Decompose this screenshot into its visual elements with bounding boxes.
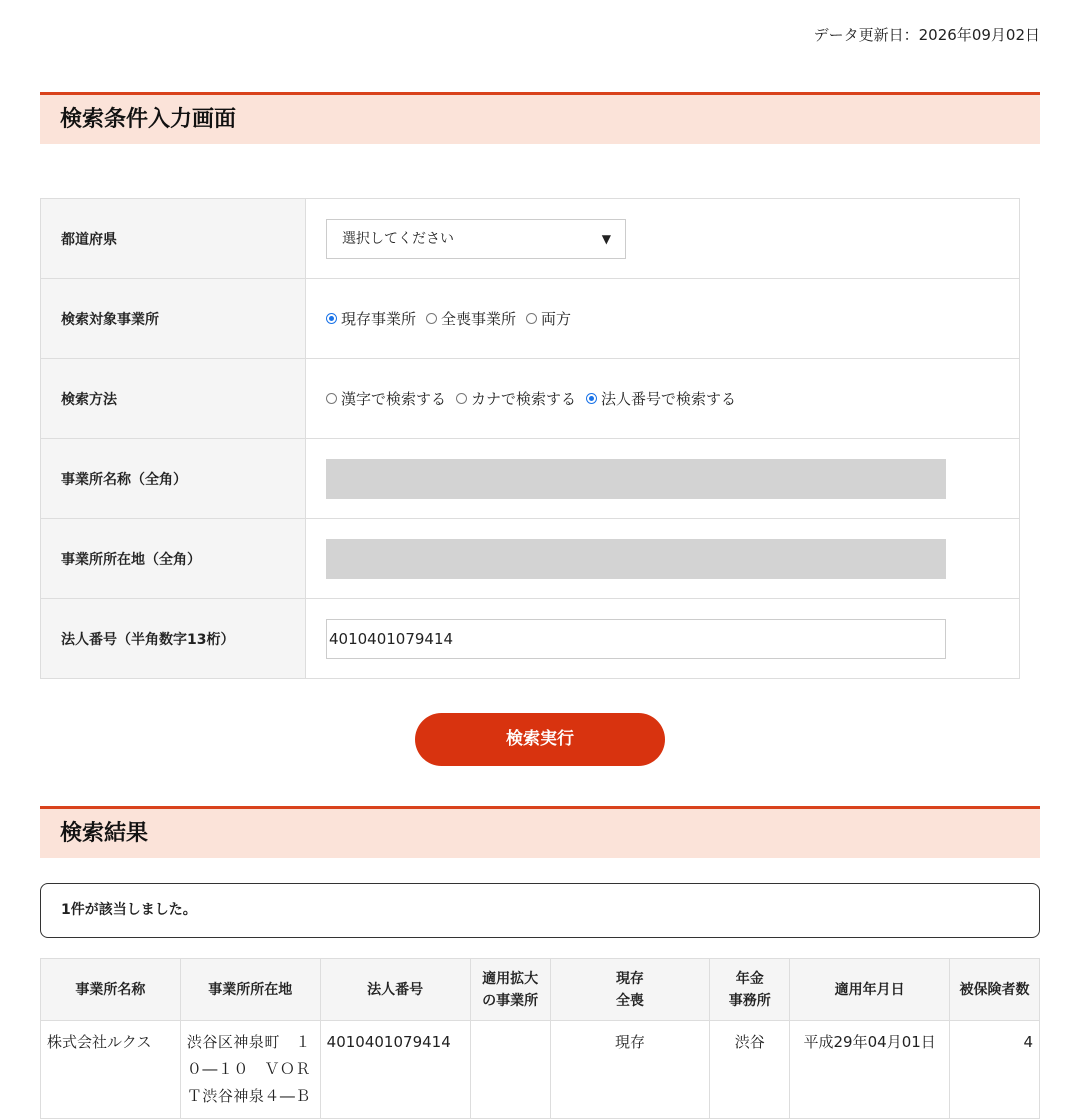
data-update-date: データ更新日：2026年09月02日 <box>813 26 1040 44</box>
radio-icon[interactable] <box>426 313 437 324</box>
radio-icon[interactable] <box>456 393 467 404</box>
search-section-title: 検索条件入力画面 <box>60 107 237 132</box>
col-header-expansion: 適用拡大 の事業所 <box>470 959 550 1021</box>
target-radio-group <box>326 308 1019 329</box>
result-section-title: 検索結果 <box>60 821 149 846</box>
corp-number-label: 法人番号（半角数字13桁） <box>41 599 306 679</box>
search-section-header <box>40 92 1040 144</box>
radio-icon[interactable] <box>326 393 337 404</box>
col-header-pension-office: 年金 事務所 <box>710 959 790 1021</box>
method-radio-corp-number[interactable]: 法人番号で検索する <box>586 388 736 409</box>
corp-number-input[interactable]: 4010401079414 <box>326 619 946 659</box>
col-header-address: 事業所所在地 <box>180 959 320 1021</box>
form-row-target <box>41 279 1020 359</box>
office-address-input[interactable] <box>326 539 946 579</box>
result-section-header <box>40 806 1040 858</box>
col-header-status: 現存 全喪 <box>550 959 710 1021</box>
cell-pension-office: 渋谷 <box>710 1021 790 1119</box>
cell-status: 現存 <box>550 1021 710 1119</box>
radio-icon[interactable] <box>526 313 537 324</box>
result-table <box>40 958 1040 1119</box>
form-row-corp-number <box>41 599 1020 679</box>
result-header-row <box>41 959 1040 1021</box>
office-name-input[interactable] <box>326 459 946 499</box>
name-label: 事業所名称（全角） <box>41 439 306 519</box>
method-radio-group <box>326 388 1019 409</box>
target-radio-both[interactable]: 両方 <box>526 308 571 329</box>
col-header-corp-number: 法人番号 <box>320 959 470 1021</box>
cell-address: 渋谷区神泉町 １０―１０ ＶＯＲＴ渋谷神泉４―Ｂ <box>180 1021 320 1119</box>
col-header-name: 事業所名称 <box>41 959 181 1021</box>
prefecture-select-value: 選択してください <box>342 230 454 247</box>
target-radio-closed[interactable]: 全喪事業所 <box>426 308 516 329</box>
search-form-table <box>40 198 1020 679</box>
target-radio-existing[interactable]: 現存事業所 <box>326 308 416 329</box>
cell-applied-date: 平成29年04月01日 <box>790 1021 950 1119</box>
address-label: 事業所所在地（全角） <box>41 519 306 599</box>
cell-name: 株式会社ルクス <box>41 1021 181 1119</box>
radio-icon[interactable] <box>326 313 337 324</box>
prefecture-label: 都道府県 <box>41 199 306 279</box>
target-label: 検索対象事業所 <box>41 279 306 359</box>
col-header-insured-count: 被保険者数 <box>950 959 1040 1021</box>
cell-corp-number: 4010401079414 <box>320 1021 470 1119</box>
radio-icon[interactable] <box>586 393 597 404</box>
prefecture-select[interactable] <box>326 219 626 259</box>
table-row <box>41 1021 1040 1119</box>
search-execute-button[interactable]: 検索実行 <box>415 713 665 766</box>
method-label: 検索方法 <box>41 359 306 439</box>
dropdown-arrow-icon: ▼ <box>601 231 611 246</box>
form-row-method <box>41 359 1020 439</box>
cell-insured-count: 4 <box>950 1021 1040 1119</box>
method-radio-kanji[interactable]: 漢字で検索する <box>326 388 446 409</box>
result-count-box: 1件が該当しました。 <box>40 883 1040 938</box>
form-row-name <box>41 439 1020 519</box>
col-header-applied-date: 適用年月日 <box>790 959 950 1021</box>
form-row-address <box>41 519 1020 599</box>
method-radio-kana[interactable]: カナで検索する <box>456 388 576 409</box>
form-row-prefecture <box>41 199 1020 279</box>
cell-expansion <box>470 1021 550 1119</box>
